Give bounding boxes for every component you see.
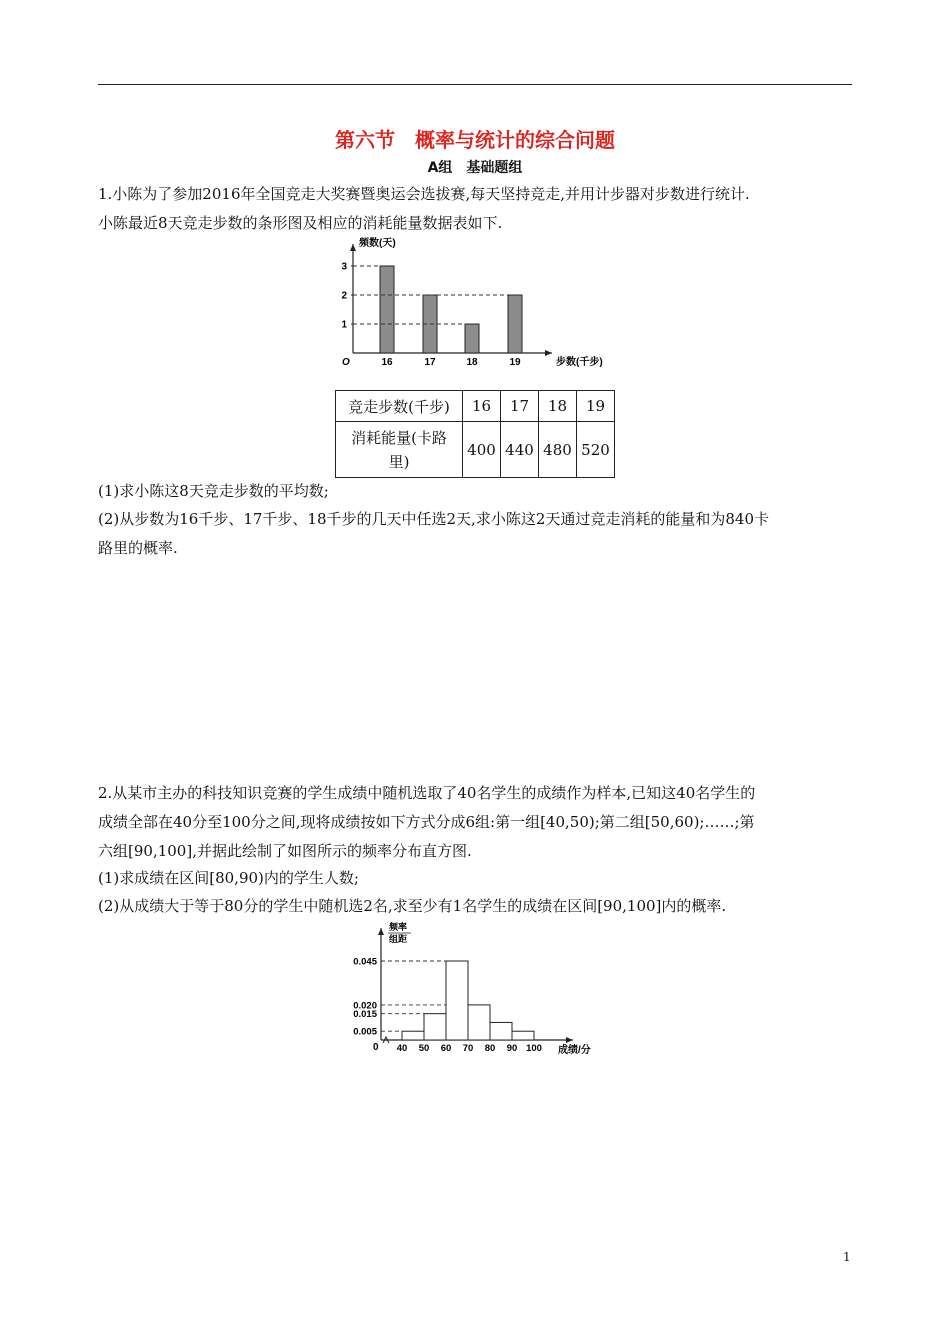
problem2-line1: 2.从某市主办的科技知识竞赛的学生成绩中随机选取了40名学生的成绩作为样本,已知这40名学生的 [98,784,756,802]
problem1-question1: (1)求小陈这8天竞走步数的平均数; [98,482,329,500]
steps-bar-chart [330,232,630,377]
y-axis-label: 频数(天) [359,238,396,249]
problem2-line2: 成绩全部在40分至100分之间,现将成绩按如下方式分成6组:第一组[40,50);第二组[50,60);……;第 [98,813,755,831]
histogram-bar-50 [424,1014,446,1040]
table-cell: 400 [463,422,501,478]
histogram-bar-90 [512,1031,534,1040]
y-tick-label: 0.020 [353,1000,377,1012]
y-tick-label: 0.045 [353,956,377,968]
x-axis-label: 步数(千步) [556,357,603,368]
table-cell: 520 [577,422,615,478]
table-header-energy-line2: 里) [388,452,410,471]
table-cell: 18 [539,391,577,422]
table-row [336,422,615,478]
table-cell: 480 [539,422,577,478]
table-header-energy [336,422,463,478]
origin-label: 0 [373,1042,379,1053]
header-rule [98,84,852,85]
x-tick-label: 17 [424,357,436,368]
problem2-question2: (2)从成绩大于等于80分的学生中随机选2名,求至少有1名学生的成绩在区间[90,100]内的概率. [98,897,727,915]
x-tick-label: 100 [526,1043,542,1054]
histogram-bar-40 [402,1031,424,1040]
x-tick-label: 90 [506,1043,518,1054]
x-axis-arrow-icon [545,350,552,356]
y-tick-label: 3 [341,261,347,273]
histogram-bar-70 [468,1005,490,1040]
x-tick-label: 40 [396,1043,408,1054]
x-axis-label: 成绩/分 [558,1045,591,1056]
origin-label: O [342,357,350,368]
table-header-steps: 竞走步数(千步) [336,391,463,422]
score-histogram [345,920,610,1060]
bar-19 [508,295,522,353]
table-cell: 17 [501,391,539,422]
histogram-bar-60 [446,961,468,1040]
x-tick-label: 80 [484,1043,496,1054]
table-row [336,391,615,422]
page-number: 1 [843,1250,851,1264]
x-tick-label: 19 [509,357,521,368]
table-cell: 440 [501,422,539,478]
x-axis-arrow-icon [566,1037,573,1043]
bar-18 [465,324,479,353]
table-header-energy-line1: 消耗能量(卡路 [351,428,447,447]
problem2-line3: 六组[90,100],并据此绘制了如图所示的频率分布直方图. [98,842,472,860]
histogram-bar-80 [490,1022,512,1040]
problem1-line2: 小陈最近8天竞走步数的条形图及相应的消耗能量数据表如下. [98,214,503,232]
y-axis-arrow-icon [350,244,356,251]
problem1-question2-line1: (2)从步数为16千步、17千步、18千步的几天中任选2天,求小陈这2天通过竞走消耗的能量和为840卡 [98,510,769,528]
y-axis-arrow-icon [378,928,384,935]
problem1-line1: 1.小陈为了参加2016年全国竞走大奖赛暨奥运会选拔赛,每天坚持竞走,并用计步器对步数进行统计. [98,185,750,203]
x-tick-label: 50 [418,1043,430,1054]
problem2-question1: (1)求成绩在区间[80,90)内的学生人数; [98,869,359,887]
y-axis-label-numerator: 频率 [389,922,408,932]
y-tick-label: 1 [341,319,347,331]
y-tick-label: 0.005 [353,1026,377,1038]
group-subtitle: A组 基础题组 [427,160,523,176]
energy-table [335,390,615,478]
x-tick-label: 16 [381,357,393,368]
section-title: 第六节 概率与统计的综合问题 [335,128,615,152]
y-axis-label-denominator: 组距 [389,934,408,944]
problem1-question2-line2: 路里的概率. [98,539,178,557]
y-tick-label: 0.015 [353,1009,377,1021]
x-tick-label: 18 [466,357,478,368]
table-cell: 16 [463,391,501,422]
x-tick-label: 60 [440,1043,452,1054]
bar-16 [380,266,394,353]
y-tick-label: 2 [341,290,347,302]
x-tick-label: 70 [462,1043,474,1054]
table-cell: 19 [577,391,615,422]
